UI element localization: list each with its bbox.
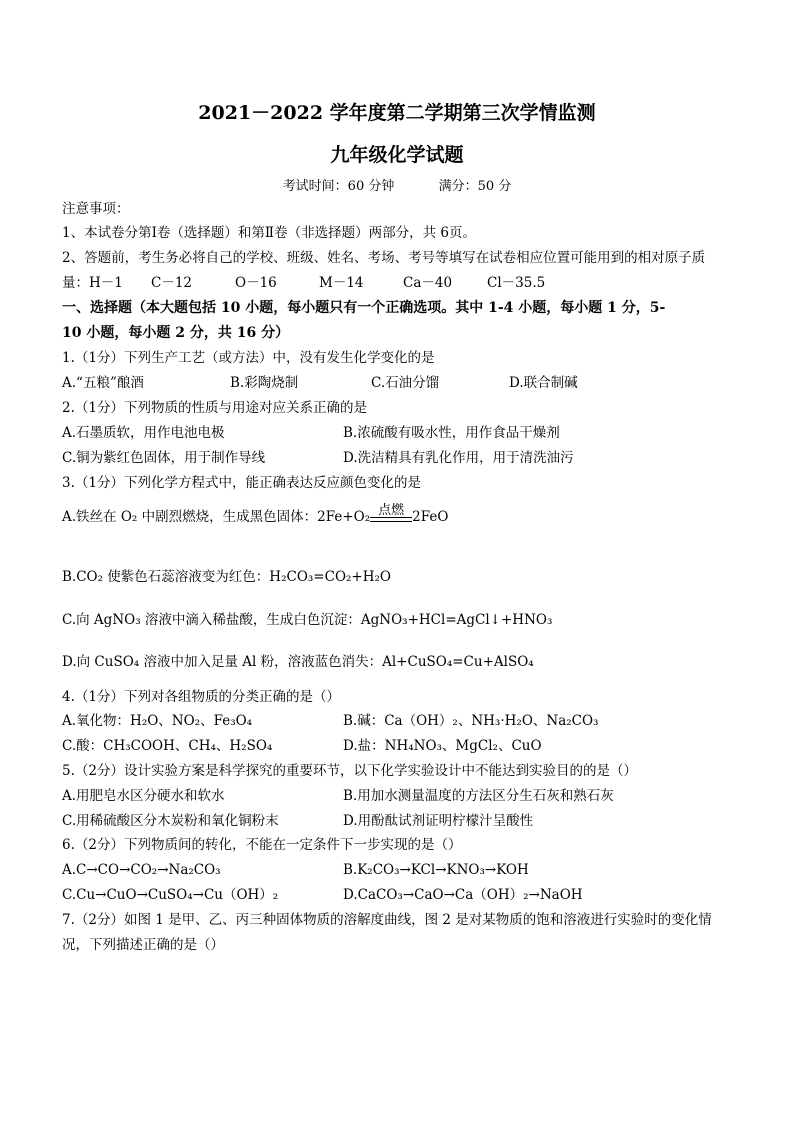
mass-ca: Ca－40 (403, 275, 453, 291)
condition-label: 点燃 (378, 503, 405, 518)
section1-heading-2: 10 小题，每小题 2 分，共 16 分） (62, 325, 290, 341)
section1-heading-1: 一、选择题（本大题包括 10 小题，每小题只有一个正确选项。其中 1-4 小题，每小题 1 分，5- (62, 300, 666, 316)
q2-option-d: D.洗洁精具有乳化作用，用于清洗油污 (343, 450, 574, 466)
q1-option-b: B.彩陶烧制 (230, 375, 299, 391)
exam-subtitle: 九年级化学试题 (330, 144, 464, 166)
q1-stem: 1.（1分）下列生产工艺（或方法）中，没有发生化学变化的是 (62, 350, 435, 366)
q5-stem: 5.（2分）设计实验方案是科学探究的重要环节，以下化学实验设计中不能达到实验目的的是（） (62, 763, 637, 779)
note-2: 2、答题前，考生务必将自己的学校、班级、姓名、考场、考号等填写在试卷相应位置可能用到的相对原子质 (62, 250, 706, 266)
q4-option-b: B.碱：Ca（OH）₂、NH₃·H₂O、Na₂CO₃ (343, 713, 599, 729)
atomic-masses (62, 274, 545, 292)
q2-option-a: A.石墨质软，用作电池电极 (62, 425, 225, 441)
note-1: 1、本试卷分第Ⅰ卷（选择题）和第Ⅱ卷（非选择题）两部分，共 6页。 (62, 225, 476, 241)
q5-option-b: B.用加水测量温度的方法区分生石灰和熟石灰 (343, 788, 614, 804)
mass-h: H－1 (89, 275, 123, 291)
exam-info (0, 175, 794, 194)
q7-stem-1: 7.（2分）如图 1 是甲、乙、丙三种固体物质的溶解度曲线，图 2 是对某物质的饱和溶液进行实验时的变化情 (62, 912, 712, 928)
exam-title: 2021－2022 学年度第二学期第三次学情监测 (198, 102, 596, 124)
q6-option-c: C.Cu→CuO→CuSO₄→Cu（OH）₂ (62, 887, 279, 903)
q3-option-a (62, 505, 448, 527)
q3-option-c: C.向 AgNO₃ 溶液中滴入稀盐酸，生成白色沉淀：AgNO₃+HCl=AgCl↓+HNO₃ (62, 612, 553, 628)
exam-score: 满分：50 分 (438, 179, 512, 194)
q6-option-a: A.C→CO→CO₂→Na₂CO₃ (62, 862, 221, 878)
mass-cl: Cl－35.5 (487, 275, 546, 291)
q1-option-d: D.联合制碱 (509, 375, 578, 391)
q6-option-d: D.CaCO₃→CaO→Ca（OH）₂→NaOH (343, 887, 583, 903)
q4-stem: 4.（1分）下列对各组物质的分类正确的是（） (62, 689, 340, 705)
q2-option-c: C.铜为紫红色固体，用于制作导线 (62, 450, 266, 466)
reaction-condition (370, 505, 412, 527)
mass-n: M－14 (319, 275, 364, 291)
q1-options (62, 374, 578, 392)
q4-option-d: D.盐：NH₄NO₃、MgCl₂、CuO (343, 738, 542, 754)
mass-c: C－12 (151, 275, 193, 291)
q5-option-c: C.用稀硫酸区分木炭粉和氧化铜粉末 (62, 813, 279, 829)
q3-option-a-text: A.铁丝在 O₂ 中剧烈燃烧，生成黑色固体： (62, 509, 318, 525)
q5-option-d: D.用酚酞试剂证明柠檬汁呈酸性 (343, 813, 534, 829)
q3-option-a-lhs: 2Fe+O₂ (317, 509, 371, 525)
q7-stem-2: 况，下列描述正确的是（） (62, 937, 224, 953)
q2-option-b: B.浓硫酸有吸水性，用作食品干燥剂 (343, 425, 560, 441)
mass-o: O－16 (235, 275, 277, 291)
q6-stem: 6.（2分）下列物质间的转化，不能在一定条件下一步实现的是（） (62, 837, 462, 853)
exam-time: 考试时间：60 分钟 (282, 179, 395, 194)
q4-option-c: C.酸：CH₃COOH、CH₄、H₂SO₄ (62, 738, 273, 754)
q5-option-a: A.用肥皂水区分硬水和软水 (62, 788, 225, 804)
masses-prefix: 量： (62, 275, 89, 291)
q3-option-a-rhs: 2FeO (412, 509, 449, 525)
q4-option-a: A.氧化物：H₂O、NO₂、Fe₃O₄ (62, 713, 253, 729)
q3-stem: 3.（1分）下列化学方程式中，能正确表达反应颜色变化的是 (62, 475, 421, 491)
q2-stem: 2.（1分）下列物质的性质与用途对应关系正确的是 (62, 400, 367, 416)
q1-option-a: A.“五粮”酿酒 (62, 375, 144, 391)
q1-option-c: C.石油分馏 (371, 375, 440, 391)
q3-option-d: D.向 CuSO₄ 溶液中加入足量 Al 粉，溶液蓝色消失：Al+CuSO₄=Cu+AlSO₄ (62, 654, 534, 670)
q3-option-b: B.CO₂ 使紫色石蕊溶液变为红色：H₂CO₃=CO₂+H₂O (62, 569, 391, 585)
q6-option-b: B.K₂CO₃→KCl→KNO₃→KOH (343, 862, 529, 878)
notes-heading: 注意事项： (62, 201, 130, 217)
